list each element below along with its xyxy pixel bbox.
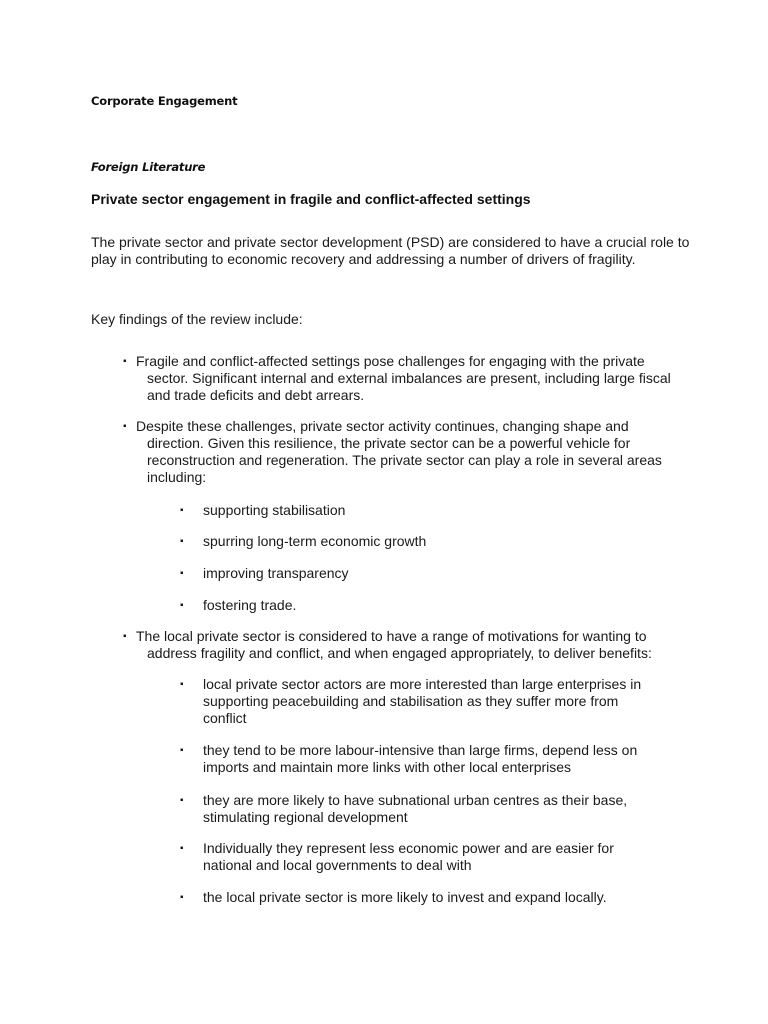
sub-list-item: ▪ local private sector actors are more interested than large enterprises in supporting peacebuilding and stabilisation as they suffer more from conflict (180, 676, 642, 726)
list-item: ▪ Despite these challenges, private sector activity continues, changing shape and direction. Given this resilience, the private sector can be a powerful vehicle for reconstruction and regeneration. The private sector can play a role in several areas including: (123, 418, 662, 485)
intro-paragraph: The private sector and private sector development (PSD) are considered to have a crucial role to play in contributing to economic recovery and addressing a number of drivers of fragility. (91, 234, 690, 267)
bullet-icon: ▪ (123, 356, 127, 367)
sub-list-item: ▪ they are more likely to have subnational urban centres as their base, stimulating regional development (180, 792, 628, 825)
bullet-icon: ▪ (180, 568, 184, 579)
sub-list-item: ▪ Individually they represent less economic power and are easier for national and local governments to deal with (180, 840, 614, 873)
bullet-icon: ▪ (123, 631, 127, 642)
sub-list-item: ▪ they tend to be more labour-intensive than large firms, depend less on imports and maintain more links with other local enterprises (180, 742, 638, 775)
list-item: ▪ Fragile and conflict-affected settings pose challenges for engaging with the private sector. Significant internal and external imbalances are present, including large fiscal and trade deficits and debt arrears. (123, 353, 671, 403)
sub-list-item: ▪ the local private sector is more likely to invest and expand locally. (180, 889, 607, 905)
bullet-icon: ▪ (180, 795, 184, 806)
bullet-icon: ▪ (123, 421, 127, 432)
bullet-icon: ▪ (180, 745, 184, 756)
section-title: Corporate Engagement (91, 94, 238, 108)
findings-intro: Key findings of the review include: (91, 311, 303, 327)
sub-list-item: ▪ spurring long-term economic growth (180, 533, 427, 549)
sub-list-item: ▪ improving transparency (180, 565, 349, 581)
bullet-icon: ▪ (180, 892, 184, 903)
bullet-icon: ▪ (180, 536, 184, 547)
bullet-icon: ▪ (180, 843, 184, 854)
subsection-title: Foreign Literature (91, 160, 206, 174)
list-item: ▪ The local private sector is considered to have a range of motivations for wanting to address fragility and conflict, and when engaged appropriately, to deliver benefits: (123, 628, 652, 661)
sub-list-item: ▪ fostering trade. (180, 597, 297, 613)
bullet-icon: ▪ (180, 505, 184, 516)
sub-list-item: ▪ supporting stabilisation (180, 502, 346, 518)
bullet-icon: ▪ (180, 600, 184, 611)
bullet-icon: ▪ (180, 679, 184, 690)
main-heading: Private sector engagement in fragile and conflict-affected settings (91, 191, 531, 207)
